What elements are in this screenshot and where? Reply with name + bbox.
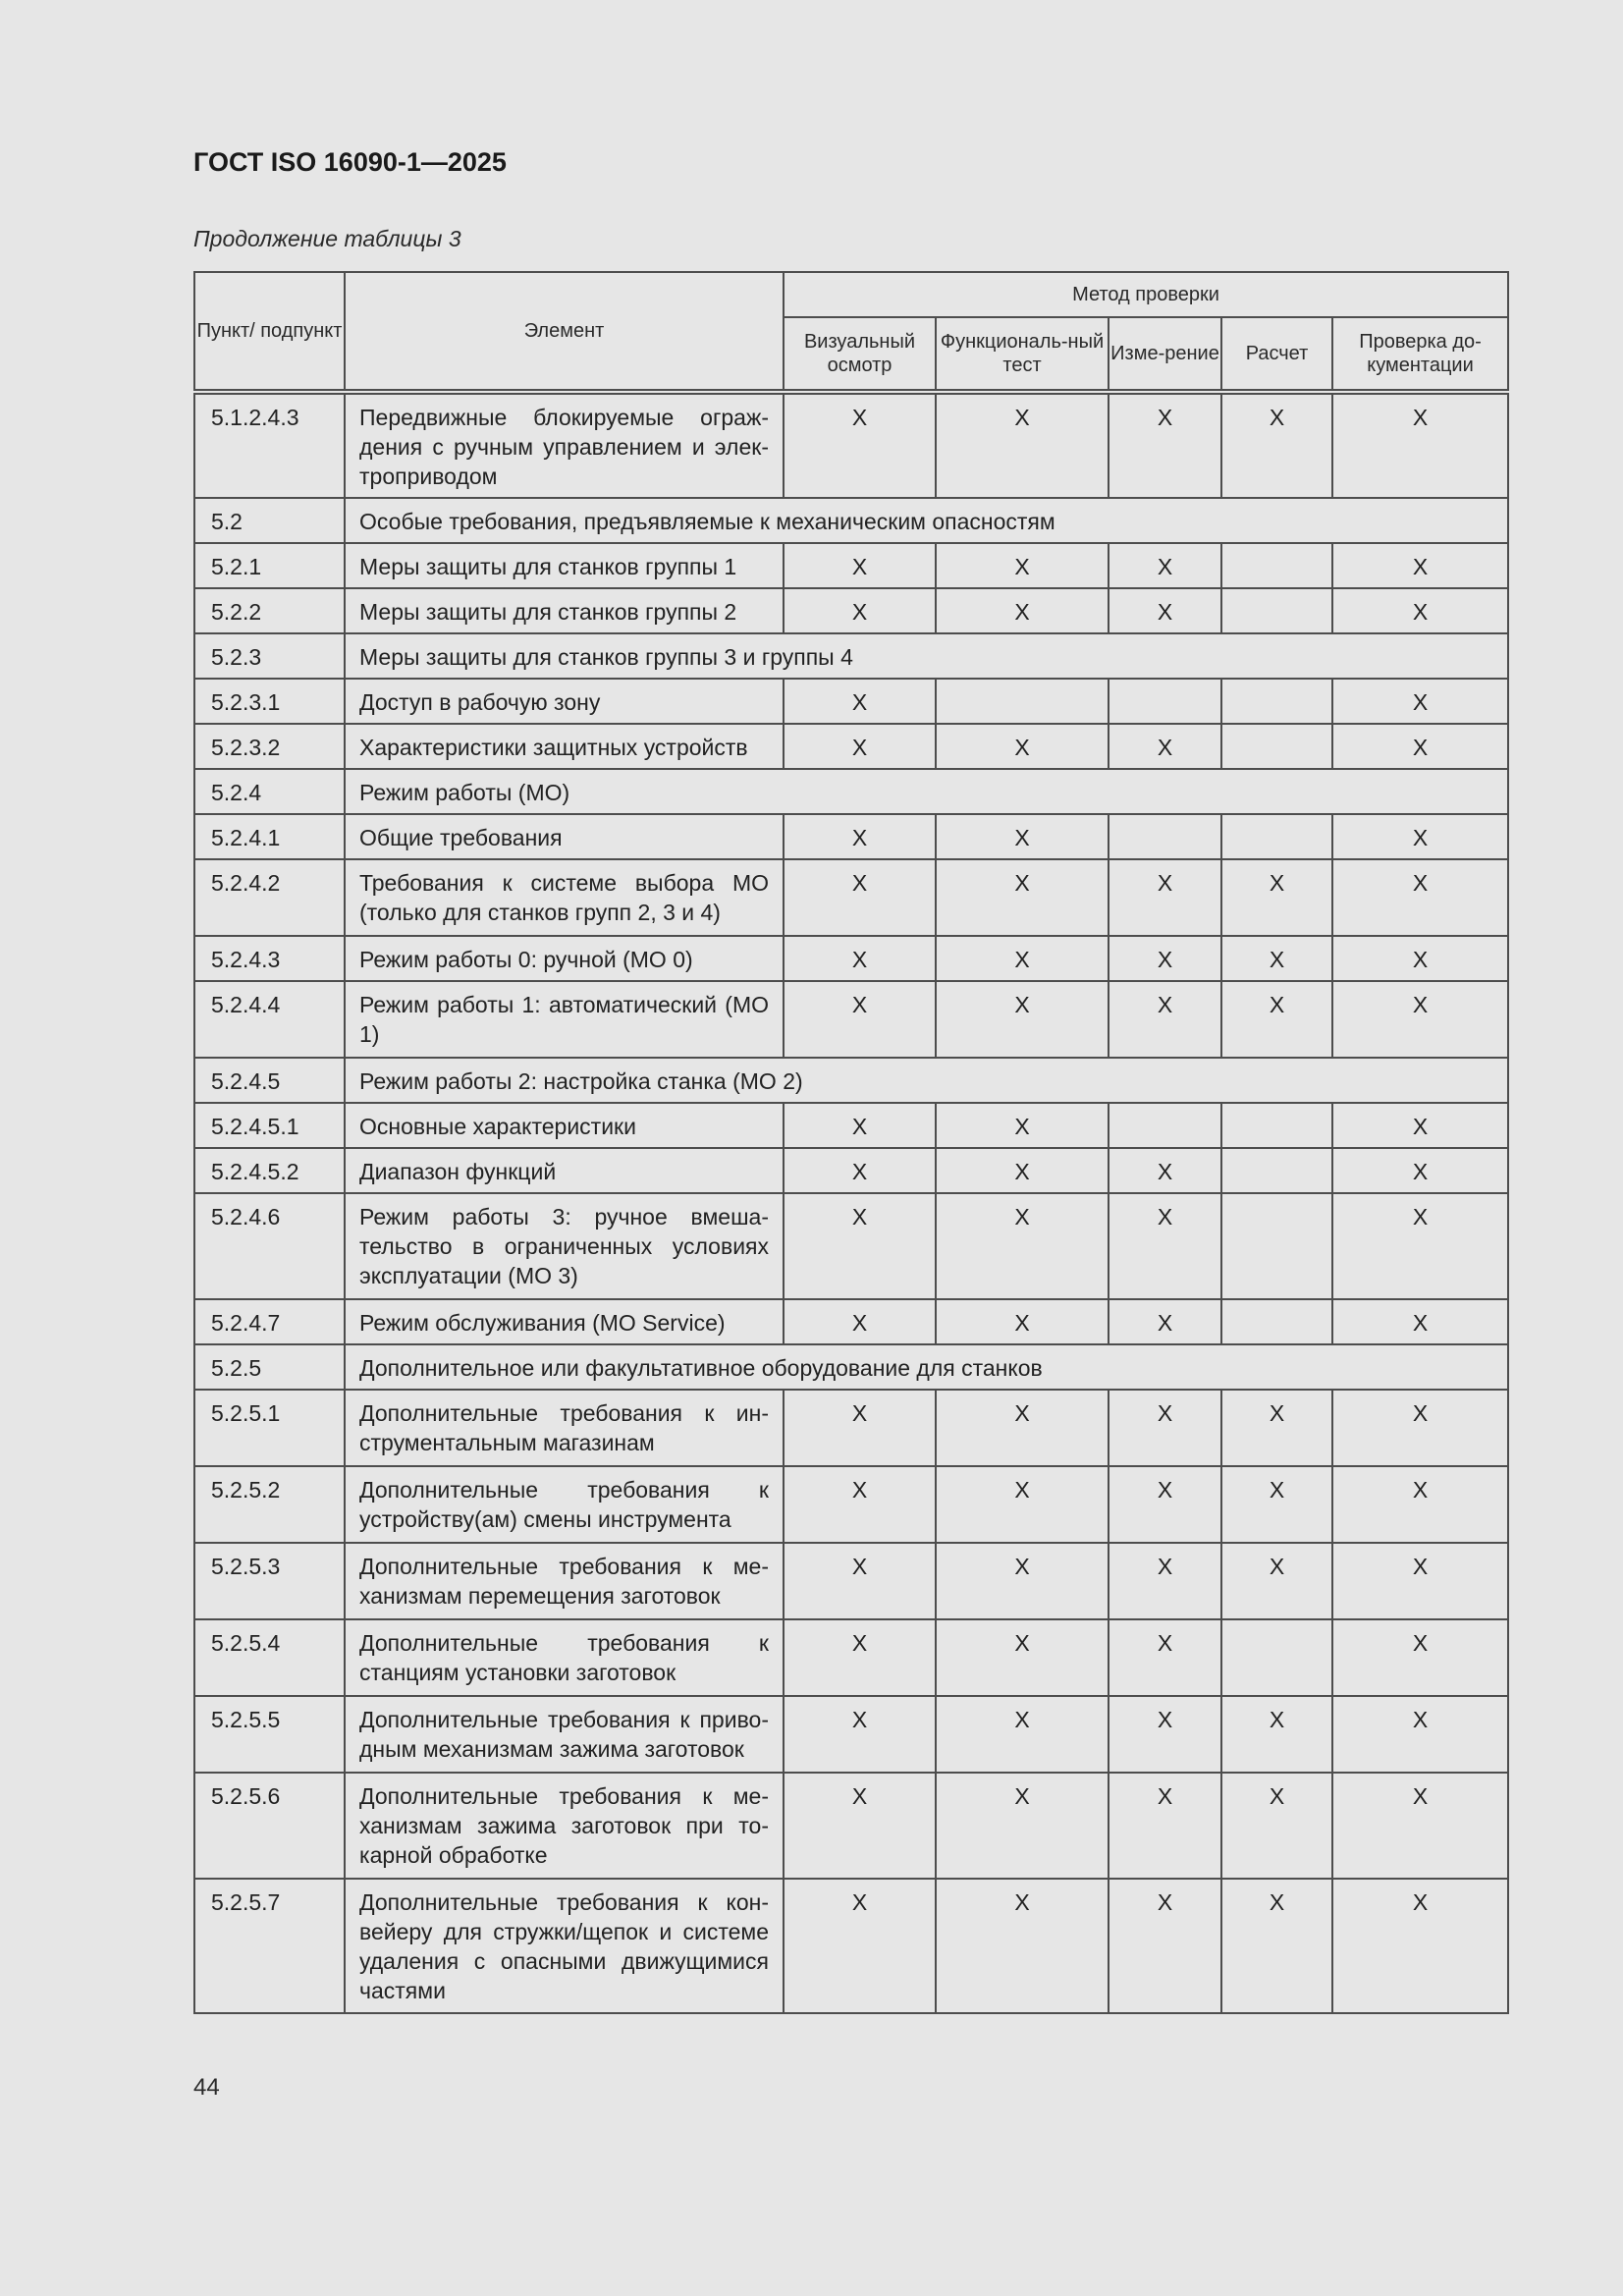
table-section-row [194, 498, 1508, 543]
row-section-title: Меры защиты для станков группы 3 и группы 4 [345, 633, 1508, 679]
mark-functional: X [936, 1193, 1109, 1299]
table-row [194, 1879, 1508, 2013]
table-row [194, 1148, 1508, 1193]
mark-functional: X [936, 1148, 1109, 1193]
header-functional: Функциональ-ный тест [936, 317, 1109, 392]
mark-documentation: X [1332, 1466, 1508, 1543]
mark-visual: X [784, 981, 936, 1058]
table-row [194, 1696, 1508, 1773]
row-element: Общие требования [345, 814, 784, 859]
table-row [194, 1543, 1508, 1619]
mark-calculation [1221, 679, 1332, 724]
row-section-title: Режим работы 2: настройка станка (МО 2) [345, 1058, 1508, 1103]
row-number: 5.2.2 [194, 588, 345, 633]
mark-documentation: X [1332, 1773, 1508, 1879]
header-element: Элемент [345, 272, 784, 392]
mark-functional: X [936, 1543, 1109, 1619]
mark-measurement: X [1109, 1466, 1221, 1543]
mark-documentation: X [1332, 1879, 1508, 2013]
table-row [194, 1773, 1508, 1879]
mark-documentation: X [1332, 1390, 1508, 1466]
table-caption: Продолжение таблицы 3 [193, 226, 461, 251]
mark-documentation: X [1332, 724, 1508, 769]
table-row [194, 859, 1508, 936]
header-calculation: Расчет [1221, 317, 1332, 392]
mark-documentation: X [1332, 679, 1508, 724]
mark-calculation: X [1221, 859, 1332, 936]
mark-functional: X [936, 588, 1109, 633]
table-section-row [194, 1058, 1508, 1103]
mark-calculation: X [1221, 1466, 1332, 1543]
mark-documentation: X [1332, 859, 1508, 936]
table-section-row [194, 769, 1508, 814]
mark-measurement: X [1109, 1879, 1221, 2013]
mark-calculation: X [1221, 981, 1332, 1058]
mark-functional: X [936, 1103, 1109, 1148]
row-element: Дополнительные требования к станциям установки заготовок [345, 1619, 784, 1696]
row-number: 5.2.3 [194, 633, 345, 679]
header-visual: Визуальный осмотр [784, 317, 936, 392]
mark-functional: X [936, 981, 1109, 1058]
mark-visual: X [784, 1390, 936, 1466]
mark-visual: X [784, 1773, 936, 1879]
mark-visual: X [784, 1299, 936, 1344]
mark-documentation: X [1332, 1619, 1508, 1696]
row-element: Меры защиты для станков группы 2 [345, 588, 784, 633]
mark-visual: X [784, 543, 936, 588]
header-measurement: Изме-рение [1109, 317, 1221, 392]
mark-calculation: X [1221, 1696, 1332, 1773]
mark-visual: X [784, 392, 936, 498]
row-element: Режим работы 1: автоматический (МО 1) [345, 981, 784, 1058]
table-section-row [194, 1344, 1508, 1390]
mark-calculation [1221, 588, 1332, 633]
mark-measurement: X [1109, 1148, 1221, 1193]
mark-measurement: X [1109, 392, 1221, 498]
mark-measurement: X [1109, 859, 1221, 936]
mark-visual: X [784, 1466, 936, 1543]
mark-calculation: X [1221, 1879, 1332, 2013]
table-row [194, 936, 1508, 981]
table-row [194, 814, 1508, 859]
table-row [194, 724, 1508, 769]
mark-calculation [1221, 1619, 1332, 1696]
header-documentation: Проверка до-кументации [1332, 317, 1508, 392]
mark-functional: X [936, 859, 1109, 936]
row-element: Дополнительные требования к приводным механизмам зажима заготовок [345, 1696, 784, 1773]
table-section-row [194, 633, 1508, 679]
mark-visual: X [784, 859, 936, 936]
verification-table [193, 271, 1509, 2014]
row-number: 5.2.4.2 [194, 859, 345, 936]
mark-calculation [1221, 1299, 1332, 1344]
mark-measurement [1109, 1103, 1221, 1148]
table-row [194, 588, 1508, 633]
mark-visual: X [784, 679, 936, 724]
row-section-title: Режим работы (МО) [345, 769, 1508, 814]
mark-visual: X [784, 1879, 936, 2013]
row-section-title: Дополнительное или факультативное оборудование для станков [345, 1344, 1508, 1390]
mark-measurement: X [1109, 1390, 1221, 1466]
row-number: 5.2.4.7 [194, 1299, 345, 1344]
mark-documentation: X [1332, 1696, 1508, 1773]
mark-calculation: X [1221, 936, 1332, 981]
row-number: 5.2.5.2 [194, 1466, 345, 1543]
mark-measurement [1109, 814, 1221, 859]
table-row [194, 1390, 1508, 1466]
row-element: Характеристики защитных устройств [345, 724, 784, 769]
table-row [194, 392, 1508, 498]
row-number: 5.2.4.5 [194, 1058, 345, 1103]
mark-documentation: X [1332, 1193, 1508, 1299]
row-element: Дополнительные требования к механизмам зажима заготовок при токарной обработке [345, 1773, 784, 1879]
mark-functional: X [936, 1466, 1109, 1543]
mark-visual: X [784, 1148, 936, 1193]
row-number: 5.2.4.5.1 [194, 1103, 345, 1148]
mark-calculation: X [1221, 1390, 1332, 1466]
table-row [194, 543, 1508, 588]
row-element: Дополнительные требования к механизмам перемещения заготовок [345, 1543, 784, 1619]
mark-visual: X [784, 1696, 936, 1773]
table-row [194, 981, 1508, 1058]
mark-visual: X [784, 1193, 936, 1299]
row-number: 5.2.1 [194, 543, 345, 588]
mark-visual: X [784, 588, 936, 633]
table-row [194, 1193, 1508, 1299]
mark-measurement [1109, 679, 1221, 724]
mark-visual: X [784, 1619, 936, 1696]
row-number: 5.2.4.3 [194, 936, 345, 981]
row-element: Дополнительные требования к инструментальным магазинам [345, 1390, 784, 1466]
mark-documentation: X [1332, 1299, 1508, 1344]
mark-calculation [1221, 814, 1332, 859]
mark-calculation: X [1221, 1543, 1332, 1619]
mark-measurement: X [1109, 981, 1221, 1058]
table-row [194, 1299, 1508, 1344]
mark-functional: X [936, 1773, 1109, 1879]
row-number: 5.2.4.6 [194, 1193, 345, 1299]
mark-documentation: X [1332, 936, 1508, 981]
mark-measurement: X [1109, 1543, 1221, 1619]
mark-documentation: X [1332, 392, 1508, 498]
mark-documentation: X [1332, 1103, 1508, 1148]
mark-measurement: X [1109, 1773, 1221, 1879]
mark-measurement: X [1109, 588, 1221, 633]
mark-calculation [1221, 1148, 1332, 1193]
mark-functional [936, 679, 1109, 724]
row-element: Передвижные блокируемые ограждения с ручным управлением и электроприводом [345, 392, 784, 498]
row-number: 5.2.5.5 [194, 1696, 345, 1773]
row-element: Основные характеристики [345, 1103, 784, 1148]
mark-documentation: X [1332, 543, 1508, 588]
mark-visual: X [784, 724, 936, 769]
mark-calculation [1221, 724, 1332, 769]
row-element: Режим работы 0: ручной (МО 0) [345, 936, 784, 981]
mark-calculation: X [1221, 392, 1332, 498]
table-row [194, 679, 1508, 724]
mark-functional: X [936, 392, 1109, 498]
table-body [194, 392, 1508, 2013]
row-element: Доступ в рабочую зону [345, 679, 784, 724]
row-element: Режим работы 3: ручное вмешательство в ограниченных условиях эксплуатации (МО 3) [345, 1193, 784, 1299]
mark-visual: X [784, 936, 936, 981]
row-number: 5.2.5 [194, 1344, 345, 1390]
mark-functional: X [936, 814, 1109, 859]
row-number: 5.2.3.2 [194, 724, 345, 769]
row-number: 5.1.2.4.3 [194, 392, 345, 498]
table-row [194, 1466, 1508, 1543]
row-element: Диапазон функций [345, 1148, 784, 1193]
mark-calculation [1221, 543, 1332, 588]
row-number: 5.2.4 [194, 769, 345, 814]
row-element: Режим обслуживания (МО Service) [345, 1299, 784, 1344]
mark-functional: X [936, 1619, 1109, 1696]
header-method-group: Метод проверки [784, 272, 1508, 317]
page-number: 44 [193, 2074, 220, 2101]
row-number: 5.2.5.6 [194, 1773, 345, 1879]
mark-functional: X [936, 543, 1109, 588]
mark-calculation [1221, 1193, 1332, 1299]
row-number: 5.2.5.1 [194, 1390, 345, 1466]
row-section-title: Особые требования, предъявляемые к механическим опасностям [345, 498, 1508, 543]
mark-functional: X [936, 1696, 1109, 1773]
row-number: 5.2.3.1 [194, 679, 345, 724]
row-element: Меры защиты для станков группы 1 [345, 543, 784, 588]
table-row [194, 1103, 1508, 1148]
row-number: 5.2 [194, 498, 345, 543]
row-number: 5.2.4.5.2 [194, 1148, 345, 1193]
mark-measurement: X [1109, 1193, 1221, 1299]
mark-documentation: X [1332, 814, 1508, 859]
row-number: 5.2.5.7 [194, 1879, 345, 2013]
mark-calculation [1221, 1103, 1332, 1148]
mark-documentation: X [1332, 1148, 1508, 1193]
mark-functional: X [936, 936, 1109, 981]
mark-measurement: X [1109, 936, 1221, 981]
mark-visual: X [784, 1543, 936, 1619]
row-number: 5.2.5.3 [194, 1543, 345, 1619]
mark-documentation: X [1332, 1543, 1508, 1619]
mark-functional: X [936, 1390, 1109, 1466]
table-row [194, 1619, 1508, 1696]
document-code: ГОСТ ISO 16090-1—2025 [193, 147, 507, 177]
mark-measurement: X [1109, 543, 1221, 588]
header-item: Пункт/ подпункт [194, 272, 345, 392]
row-element: Требования к системе выбора МО (только для станков групп 2, 3 и 4) [345, 859, 784, 936]
mark-measurement: X [1109, 1696, 1221, 1773]
mark-calculation: X [1221, 1773, 1332, 1879]
mark-visual: X [784, 1103, 936, 1148]
mark-visual: X [784, 814, 936, 859]
mark-measurement: X [1109, 1619, 1221, 1696]
mark-measurement: X [1109, 1299, 1221, 1344]
mark-functional: X [936, 1879, 1109, 2013]
mark-measurement: X [1109, 724, 1221, 769]
row-element: Дополнительные требования к устройству(ам) смены инструмента [345, 1466, 784, 1543]
mark-functional: X [936, 1299, 1109, 1344]
mark-functional: X [936, 724, 1109, 769]
row-number: 5.2.4.1 [194, 814, 345, 859]
mark-documentation: X [1332, 588, 1508, 633]
row-number: 5.2.5.4 [194, 1619, 345, 1696]
row-number: 5.2.4.4 [194, 981, 345, 1058]
row-element: Дополнительные требования к конвейеру для стружки/щепок и системе удаления с опасными движущимися частями [345, 1879, 784, 2013]
mark-documentation: X [1332, 981, 1508, 1058]
